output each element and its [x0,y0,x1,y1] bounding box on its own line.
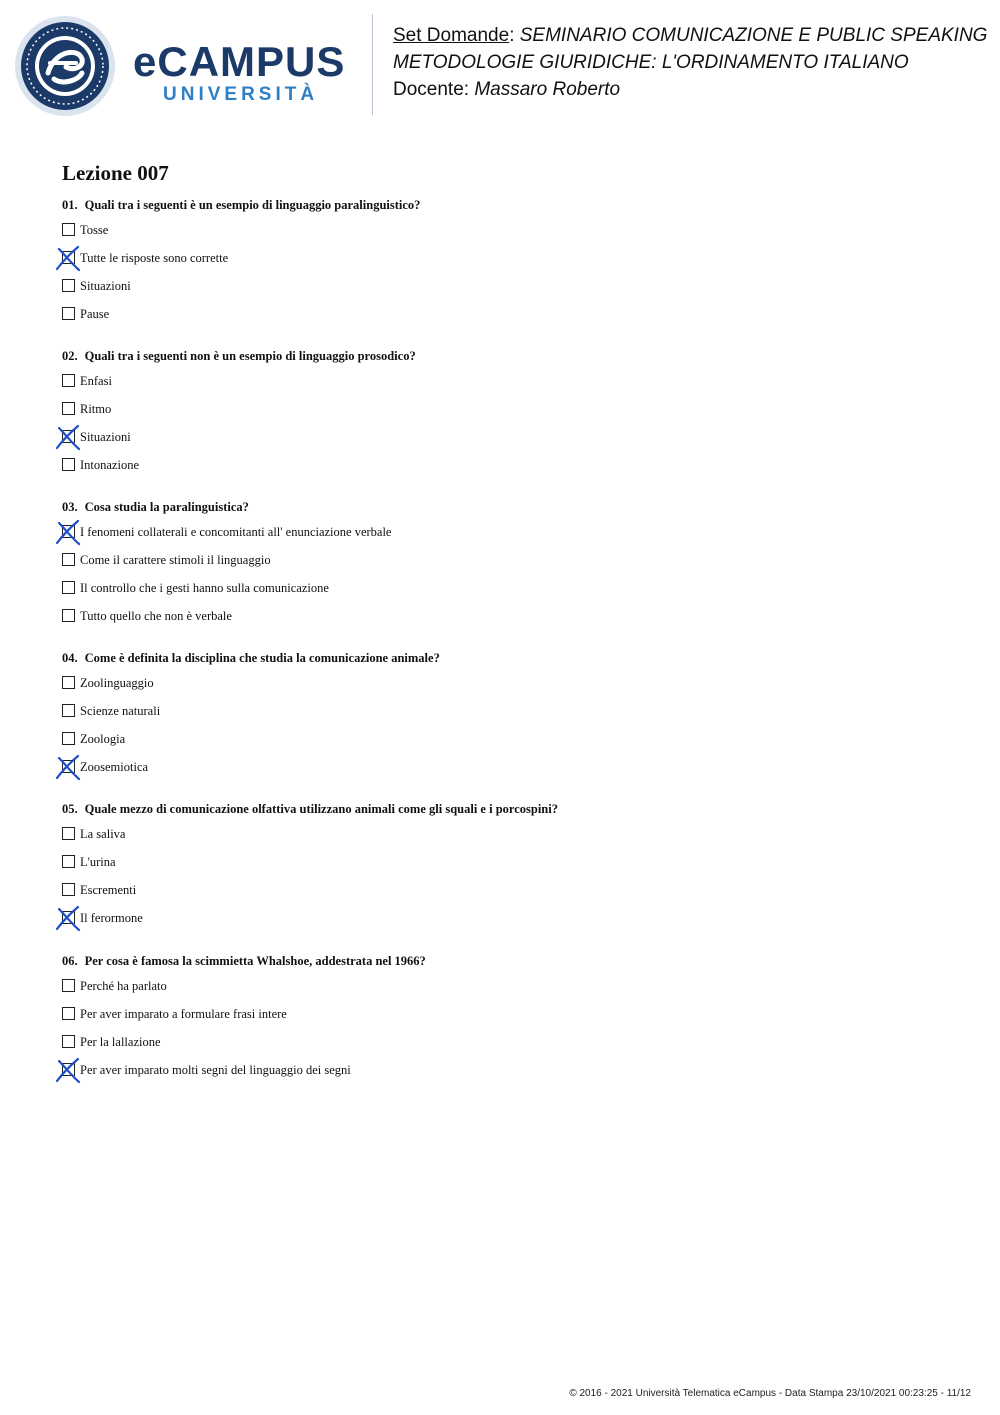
question-text [62,650,942,676]
answer-option[interactable] [62,279,942,307]
answer-label: L'urina [80,855,116,869]
answer-option[interactable] [62,581,942,609]
answer-label: Per aver imparato molti segni del linguaggio dei segni [80,1063,351,1077]
answer-label: Ritmo [80,402,112,416]
teacher-label: Docente [393,79,464,100]
answer-checkbox[interactable] [62,827,75,840]
answer-label: Intonazione [80,458,140,472]
answer-option[interactable] [62,1035,942,1063]
answer-label: Enfasi [80,374,112,388]
question-number: 06. [62,954,78,968]
handwritten-check-mark-icon [53,243,83,273]
answer-label: La saliva [80,827,126,841]
page-header [0,0,1000,130]
question-number: 05. [62,802,78,816]
answer-label: Per la lallazione [80,1035,161,1049]
answer-option[interactable] [62,525,942,553]
answer-label: Scienze naturali [80,704,161,718]
answer-label: Il ferormone [80,911,143,925]
answer-option[interactable] [62,855,942,883]
set-label: Set Domande [393,25,510,46]
question-2 [62,348,942,486]
answer-label: Tutte le risposte sono corrette [80,251,229,265]
answer-option[interactable] [62,760,942,788]
question-number: 03. [62,500,78,514]
answer-checkbox[interactable] [62,1007,75,1020]
answer-option[interactable] [62,1063,942,1091]
answer-option[interactable] [62,704,942,732]
answer-option[interactable] [62,307,942,335]
answer-option[interactable] [62,883,942,911]
answer-checkbox[interactable] [62,979,75,992]
ecampus-logo-icon [14,15,116,117]
course-title-line2: METODOLOGIE GIURIDICHE: L'ORDINAMENTO ITALIANO [393,52,909,73]
answer-label: Escrementi [80,883,137,897]
page-footer: © 2016 - 2021 Università Telematica eCampus - Data Stampa 23/10/2021 00:23:25 - 11/12 [569,1388,971,1399]
answer-checkbox[interactable] [62,1035,75,1048]
answer-option[interactable] [62,458,942,486]
answer-label: Tutto quello che non è verbale [80,609,232,623]
answer-option[interactable] [62,402,942,430]
answer-option[interactable] [62,1007,942,1035]
lesson-title: Lezione 007 [62,161,169,185]
question-label: Quali tra i seguenti è un esempio di linguaggio paralinguistico? [84,198,421,212]
answer-option[interactable] [62,374,942,402]
course-title-line1: SEMINARIO COMUNICAZIONE E PUBLIC SPEAKING [519,25,988,46]
question-text [62,953,942,979]
question-text [62,197,942,223]
answer-label: Situazioni [80,430,131,444]
handwritten-check-mark-icon [53,422,83,452]
answer-checkbox[interactable] [62,553,75,566]
answer-checkbox[interactable] [62,279,75,292]
header-divider [372,14,373,115]
question-label: Come è definita la disciplina che studia la comunicazione animale? [84,651,440,665]
question-label: Per cosa è famosa la scimmietta Whalshoe, addestrata nel 1966? [84,954,426,968]
answer-checkbox[interactable] [62,855,75,868]
question-number: 01. [62,198,78,212]
question-number: 02. [62,349,78,363]
answer-checkbox[interactable] [62,883,75,896]
question-label: Quale mezzo di comunicazione olfattiva utilizzano animali come gli squali e i porcospini? [84,802,558,816]
answer-label: I fenomeni collaterali e concomitanti all' enunciazione verbale [80,525,392,539]
answer-option[interactable] [62,827,942,855]
logo-brand: eCAMPUS [133,38,346,85]
answer-label: Perché ha parlato [80,979,167,993]
answer-checkbox[interactable] [62,458,75,471]
answer-label: Zoolinguaggio [80,676,154,690]
answer-checkbox[interactable] [62,402,75,415]
answer-option[interactable] [62,979,942,1007]
answer-label: Pause [80,307,110,321]
question-text [62,499,942,525]
handwritten-check-mark-icon [53,1055,83,1085]
answer-label: Il controllo che i gesti hanno sulla comunicazione [80,581,329,595]
answer-option[interactable] [62,223,942,251]
ecampus-logo-text [133,40,345,106]
answer-option[interactable] [62,911,942,939]
teacher-name: Massaro Roberto [474,79,621,100]
answer-option[interactable] [62,553,942,581]
answer-checkbox[interactable] [62,374,75,387]
question-label: Quali tra i seguenti non è un esempio di linguaggio prosodico? [84,349,416,363]
logo-subtitle: UNIVERSITÀ [163,84,319,105]
answer-option[interactable] [62,732,942,760]
answer-checkbox[interactable] [62,581,75,594]
answer-option[interactable] [62,676,942,704]
answer-option[interactable] [62,609,942,637]
answer-checkbox[interactable] [62,732,75,745]
header-line-set: Set Domande: SEMINARIO COMUNICAZIONE E PUBLIC SPEAKING [393,25,988,46]
answer-checkbox[interactable] [62,704,75,717]
question-label: Cosa studia la paralinguistica? [84,500,249,514]
header-info [393,22,987,103]
handwritten-check-mark-icon [53,903,83,933]
question-number: 04. [62,651,78,665]
answer-checkbox[interactable] [62,307,75,320]
question-6 [62,953,942,1091]
answer-checkbox[interactable] [62,609,75,622]
header-line-course [393,49,987,76]
question-4 [62,650,942,788]
answer-label: Come il carattere stimoli il linguaggio [80,553,271,567]
answer-label: Zoosemiotica [80,760,149,774]
question-text [62,801,942,827]
question-3 [62,499,942,637]
answer-checkbox[interactable] [62,676,75,689]
handwritten-check-mark-icon [53,752,83,782]
answer-label: Per aver imparato a formulare frasi intere [80,1007,287,1021]
handwritten-check-mark-icon [53,517,83,547]
answer-label: Tosse [80,223,109,237]
question-1 [62,197,942,335]
question-5 [62,801,942,939]
question-text [62,348,942,374]
answer-checkbox[interactable] [62,223,75,236]
header-line-teacher: Docente: Massaro Roberto [393,79,621,100]
answer-label: Situazioni [80,279,131,293]
answer-option[interactable] [62,251,942,279]
answer-label: Zoologia [80,732,126,746]
answer-option[interactable] [62,430,942,458]
